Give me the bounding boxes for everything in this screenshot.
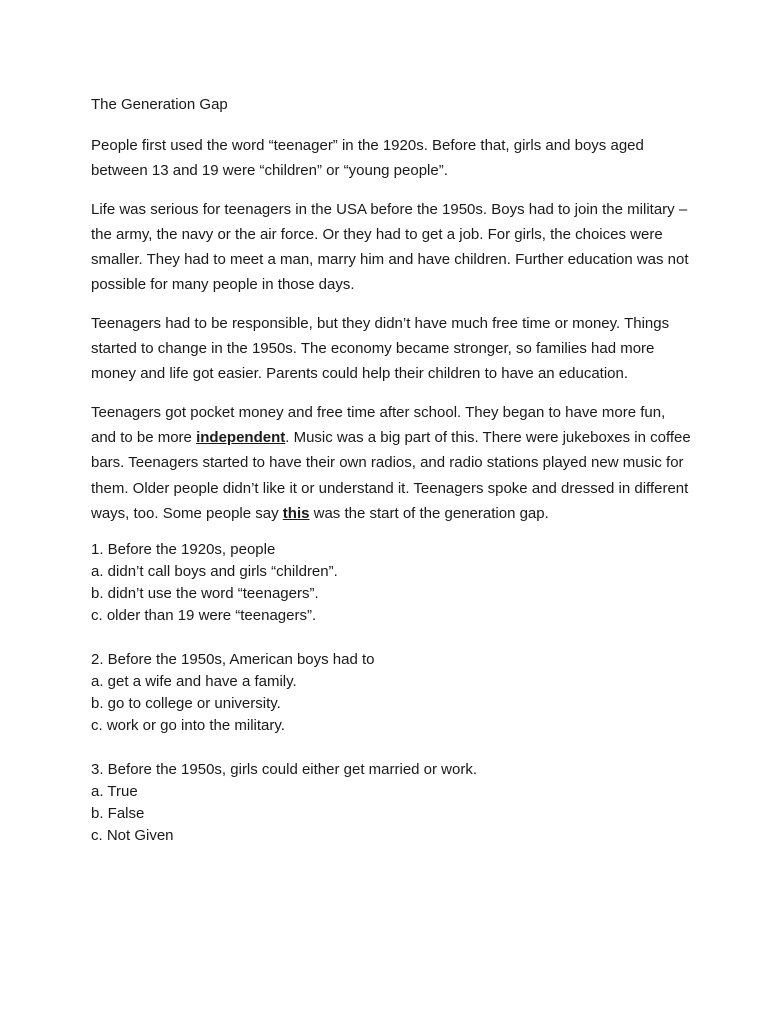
- question-1: [91, 539, 691, 627]
- highlighted-word-independent: independent: [196, 428, 286, 446]
- paragraph-3: Teenagers had to be responsible, but they didn’t have much free time or money. Things started to change in the 1950s. The economy became stronger, so families had more money and life got easier. Parents could help their children to have an education.: [91, 314, 670, 383]
- document-page: [91, 92, 691, 869]
- paragraph-4-part-1: Teenagers got pocket money and free time after school. They began to have more fun, and to be more: [91, 403, 666, 446]
- paragraph-2: Life was serious for teenagers in the USA before the 1950s. Boys had to join the military – the army, the navy or the air force. Or they had to get a job. For girls, the choices were smaller. They had to meet a man, marry him and have children. Further education was not possible for many people in those days.: [91, 200, 689, 294]
- answer-option: c. work or go into the military.: [91, 717, 285, 735]
- highlighted-word-this: this: [282, 504, 310, 522]
- answer-option: c. older than 19 were “teenagers”.: [91, 607, 317, 625]
- paragraph-4: [91, 400, 691, 526]
- question-prompt: 1. Before the 1920s, people: [91, 541, 276, 559]
- answer-option: b. False: [91, 805, 145, 823]
- answer-option: a. get a wife and have a family.: [91, 673, 297, 691]
- question-prompt: 2. Before the 1950s, American boys had to: [91, 651, 375, 669]
- document-title: The Generation Gap: [91, 96, 228, 113]
- answer-option: c. Not Given: [91, 827, 174, 845]
- paragraph-1: People first used the word “teenager” in the 1920s. Before that, girls and boys aged between 13 and 19 were “children” or “young people”.: [91, 137, 644, 180]
- answer-option: b. didn’t use the word “teenagers”.: [91, 585, 319, 603]
- answer-option: a. didn’t call boys and girls “children”.: [91, 563, 338, 581]
- question-2: [91, 649, 691, 737]
- answer-option: b. go to college or university.: [91, 695, 281, 713]
- question-prompt: 3. Before the 1950s, girls could either get married or work.: [91, 761, 478, 779]
- question-3: [91, 759, 691, 847]
- paragraph-4-part-3: was the start of the generation gap.: [309, 504, 549, 522]
- answer-option: a. True: [91, 783, 138, 801]
- paragraph-4-part-2: . Music was a big part of this. There were jukeboxes in coffee bars. Teenagers started to have their own radios, and radio stations played new music for them. Older people didn’t like it or understand it. Teenagers spoke and dressed in different ways, too. Some people say: [91, 428, 691, 522]
